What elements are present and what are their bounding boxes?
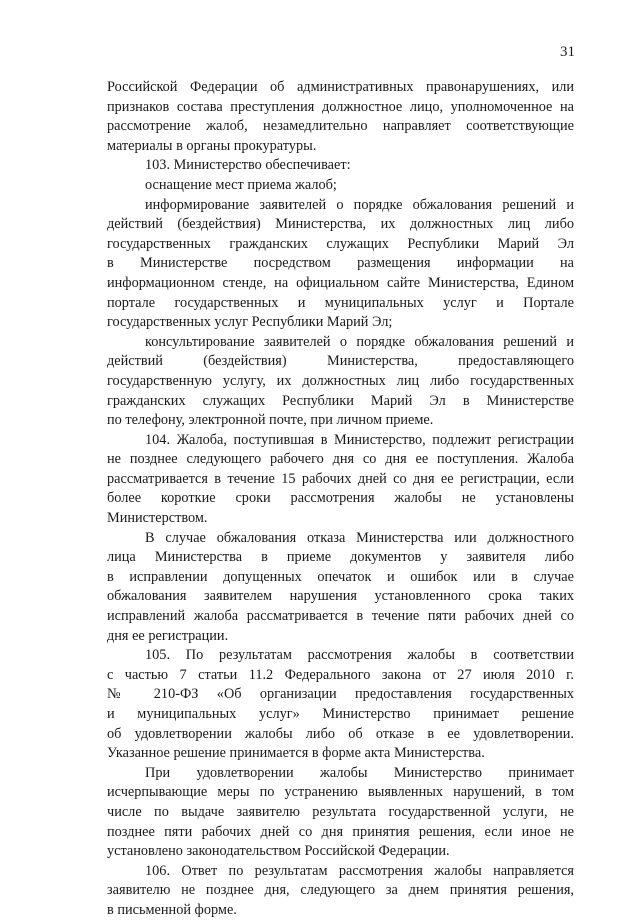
text-line: № 210-ФЗ «Об организации предоставления государственных <box>107 686 574 703</box>
page-number: 31 <box>560 44 575 60</box>
text-line: действий (бездействия) Министерства, предоставляющего <box>107 353 574 370</box>
text-line: заявителю не позднее дня, следующего за днем принятия решения, <box>107 882 574 899</box>
text-line: в исправлении допущенных опечаток и ошибок или в случае <box>107 568 574 585</box>
text-line: рассмотрение жалоб, незамедлительно направляет соответствующие <box>107 118 574 135</box>
text-line: 104. Жалоба, поступившая в Министерство, подлежит регистрации <box>145 431 574 448</box>
text-line: В случае обжалования отказа Министерства или должностного <box>145 529 574 546</box>
text-line: не позднее следующего рабочего дня со дня ее поступления. Жалоба <box>107 451 574 468</box>
document-body <box>107 78 574 921</box>
text-line: 105. По результатам рассмотрения жалобы в соответствии <box>145 647 574 664</box>
text-line: обжалования заявителем нарушения установленного срока таких <box>107 588 574 605</box>
text-line: рассматривается в течение 15 рабочих дней со дня ее регистрации, если <box>107 470 574 487</box>
text-line: государственную услугу, их должностных лиц либо государственных <box>107 372 574 389</box>
text-line: оснащение мест приема жалоб; <box>145 176 337 193</box>
text-line: государственных услуг Республики Марий Эл; <box>107 314 393 331</box>
text-line: Российской Федерации об административных правонарушениях, или <box>107 79 574 95</box>
text-line: признаков состава преступления должностное лицо, уполномоченное на <box>107 98 574 115</box>
text-line: числе по выдаче заявителю результата государственной услуги, не <box>107 803 574 820</box>
text-line: об удовлетворении жалобы либо об отказе в ее удовлетворении. <box>107 725 574 742</box>
text-line: по телефону, электронной почте, при личном приеме. <box>107 412 434 429</box>
text-line: портале государственных и муниципальных услуг и Портале <box>107 294 574 311</box>
text-line: информационном стенде, на официальном сайте Министерства, Едином <box>107 274 574 291</box>
text-line: более короткие сроки рассмотрения жалобы не установлены <box>107 490 574 507</box>
text-line: материалы в органы прокуратуры. <box>107 137 317 154</box>
text-line: установлено законодательством Российской Федерации. <box>107 843 450 860</box>
text-line: Указанное решение принимается в форме акта Министерства. <box>107 745 485 762</box>
text-line: дня ее регистрации. <box>107 627 229 644</box>
text-line: государственных гражданских служащих Республики Марий Эл <box>107 235 574 252</box>
text-line: 103. Министерство обеспечивает: <box>145 157 351 174</box>
text-line: позднее пяти рабочих дней со дня принятия решения, если иное не <box>107 823 574 840</box>
text-line: исправлений жалоба рассматривается в течение пяти рабочих дней со <box>107 608 574 625</box>
text-line: с частью 7 статьи 11.2 Федерального закона от 27 июля 2010 г. <box>107 666 574 683</box>
text-line: гражданских служащих Республики Марий Эл в Министерстве <box>107 392 574 409</box>
text-line: информирование заявителей о порядке обжалования решений и <box>145 196 574 213</box>
text-line: в Министерстве посредством размещения информации на <box>107 255 574 272</box>
text-line: лица Министерства в приеме документов у заявителя либо <box>107 549 574 566</box>
text-line: консультирование заявителей о порядке обжалования решений и <box>145 333 574 350</box>
text-line: При удовлетворении жалобы Министерство принимает <box>145 764 574 781</box>
text-line: действий (бездействия) Министерства, их должностных лиц либо <box>107 216 574 233</box>
text-line: исчерпывающие меры по устранению выявленных нарушений, в том <box>107 784 574 801</box>
text-line: в письменной форме. <box>107 901 237 918</box>
text-line: Министерством. <box>107 510 208 527</box>
text-line: и муниципальных услуг» Министерство принимает решение <box>107 706 574 722</box>
text-line: 106. Ответ по результатам рассмотрения жалобы направляется <box>145 862 574 879</box>
